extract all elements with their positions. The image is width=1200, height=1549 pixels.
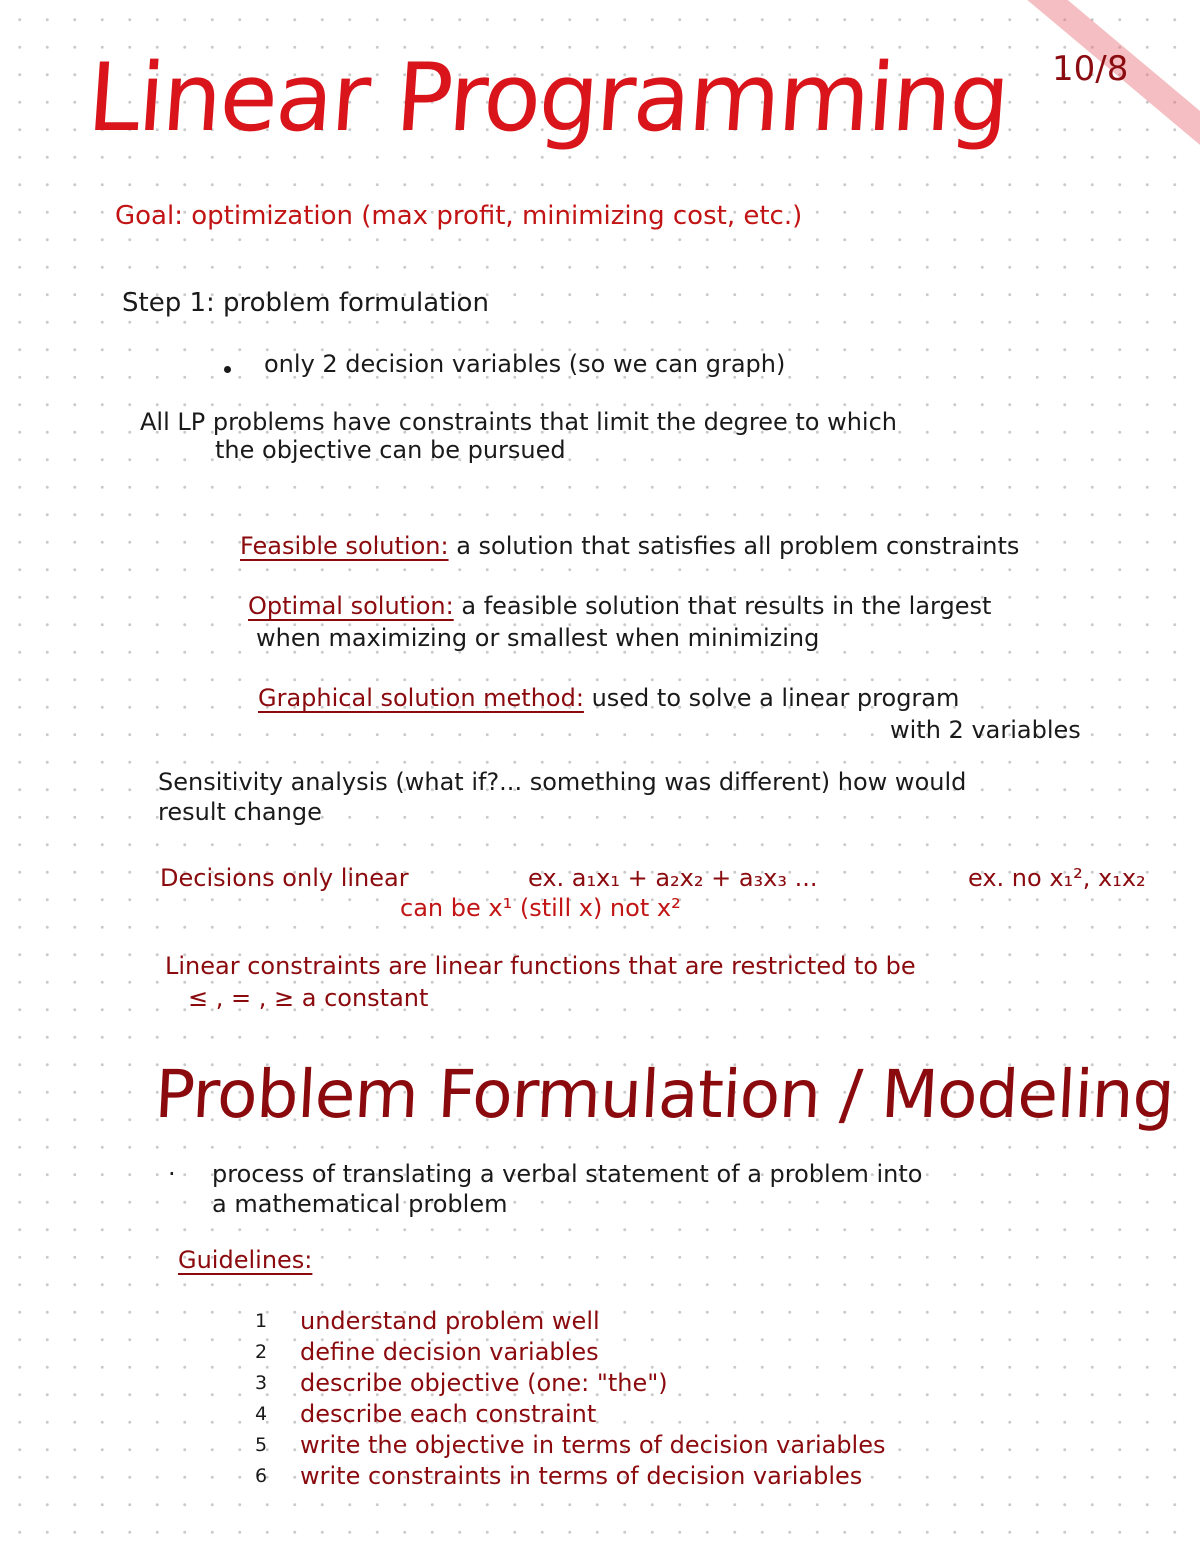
definition-text: used to solve a linear program [591,684,960,712]
decisions-contrast: ex. no x₁², x₁x₂ [968,864,1146,892]
decisions-label: Decisions only linear [160,864,409,892]
definition-graphical-line2: with 2 variables [890,716,1081,744]
sensitivity-line1: Sensitivity analysis (what if?... something was different) how would [158,768,967,796]
step1-bullet-text: only 2 decision variables (so we can graph) [264,350,786,378]
guideline-text: describe objective (one: "the") [300,1368,668,1397]
step1-line [122,290,489,316]
definition-term: Feasible solution: [240,532,449,560]
definition-text: a feasible solution that results in the largest [461,592,992,620]
guideline-text: write constraints in terms of decision variables [300,1461,863,1490]
lp-constraints-line2: the objective can be pursued [215,436,566,464]
linear-constraints-line1: Linear constraints are linear functions that are restricted to be [165,952,916,980]
section-heading: Problem Formulation / Modeling [153,1056,1176,1133]
guideline-number: 1 [255,1309,268,1332]
guideline-text: understand problem well [300,1306,600,1335]
guideline-number: 6 [255,1464,268,1487]
guideline-item [255,1460,886,1491]
guideline-text: write the objective in terms of decision variables [300,1430,886,1459]
goal-text: optimization (max profit, minimizing cost, etc.) [191,201,803,231]
linear-constraints-line2: ≤ , = , ≥ a constant [188,984,429,1012]
definition-feasible [240,534,1019,558]
goal-line [115,203,802,229]
guideline-item [255,1429,886,1460]
decisions-example: ex. a₁x₁ + a₂x₂ + a₃x₃ ... [528,864,818,892]
definition-optimal [248,594,991,618]
definition-term: Optimal solution: [248,592,454,620]
definition-optimal-line2: when maximizing or smallest when minimizing [256,624,820,652]
step1-label: Step 1: [122,288,215,318]
guideline-number: 3 [255,1371,268,1394]
bullet-icon [224,366,231,373]
guideline-number: 5 [255,1433,268,1456]
date-label: 10/8 [1052,49,1129,89]
definition-term: Graphical solution method: [258,684,584,712]
decisions-note: can be x¹ (still x) not x² [400,894,681,922]
sensitivity-line2: result change [158,798,322,826]
guidelines-label: Guidelines: [178,1246,313,1274]
definition-graphical [258,686,959,710]
process-bullet: · [168,1160,176,1188]
goal-label: Goal: [115,201,183,231]
guidelines-list [255,1305,886,1491]
guideline-item [255,1367,886,1398]
step1-text: problem formulation [223,288,489,318]
guideline-text: define decision variables [300,1337,599,1366]
process-line2: a mathematical problem [212,1190,508,1218]
definition-text: a solution that satisfies all problem constraints [456,532,1020,560]
process-line1: process of translating a verbal statement of a problem into [212,1160,923,1188]
guideline-item [255,1305,886,1336]
guideline-number: 4 [255,1402,268,1425]
guideline-text: describe each constraint [300,1399,597,1428]
page-corner-ribbon [986,0,1200,184]
page-title: Linear Programming [84,44,1012,153]
guideline-item [255,1398,886,1429]
lp-constraints-line1: All LP problems have constraints that limit the degree to which [140,408,897,436]
guideline-number: 2 [255,1340,268,1363]
guideline-item [255,1336,886,1367]
